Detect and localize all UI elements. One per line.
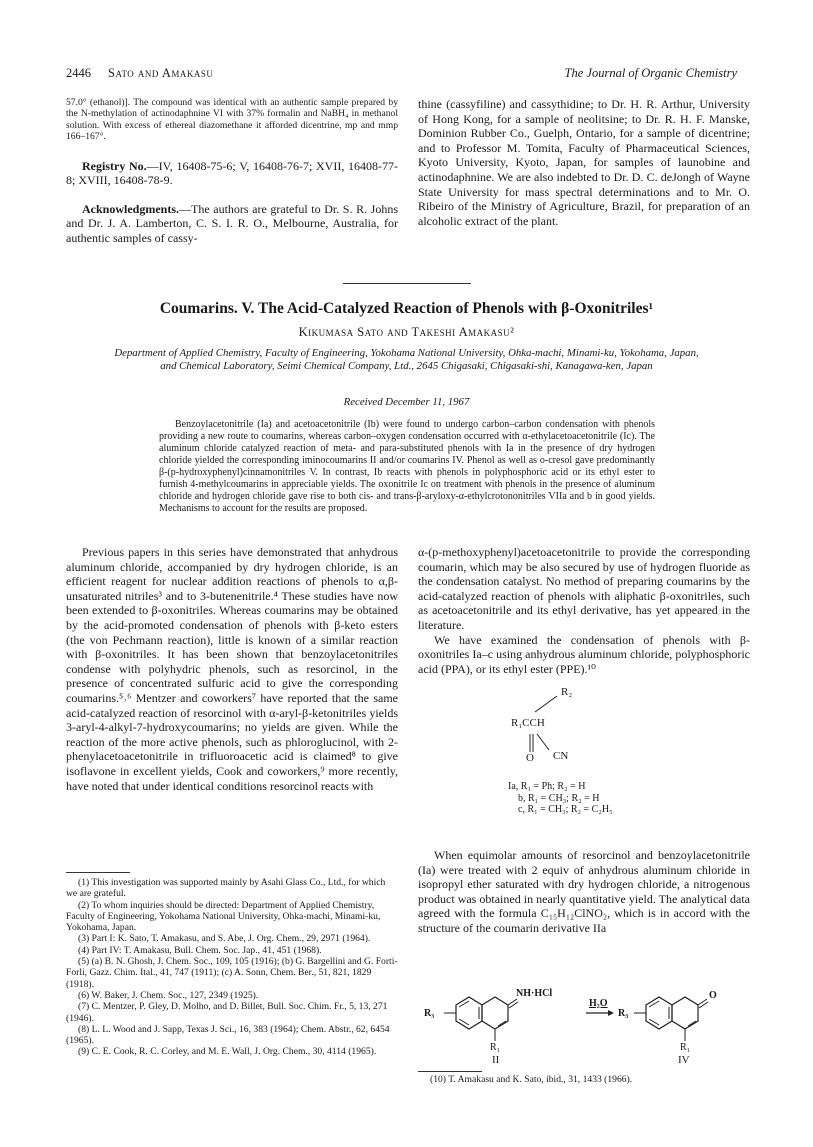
journal-name: The Journal of Organic Chemistry	[564, 66, 737, 80]
carbonyl-oxygen-label: O	[709, 990, 717, 1001]
ack-text: —The authors are grateful to Dr. S. R. Johns and Dr. J. A. Lamberton, C. S. I. R. O., Melbourne, Australia, for authentic samples of cassy-	[66, 201, 398, 245]
r3-label-II: R₃	[424, 1008, 435, 1019]
footnote: (7) C. Mentzer, P. Gley, D. Molho, and D. Billet, Bull. Soc. Chim. Fr., 5, 13, 271 (1946).	[66, 1001, 388, 1024]
body-right-paragraph-3: When equimolar amounts of resorcinol and benzoylacetonitrile (Ia) were treated with 2 equiv of anhydrous aluminum chloride in isopropyl ether saturated with dry hydrogen chloride, a nitrogenous product was obtained in nearly quantitative yield. The analytical data agreed with the formula C₁₅H₁₂ClNO₂, which is in accord with the structure of the coumarin derivative IIa	[418, 848, 750, 935]
intro-paragraph: Previous papers in this series have demonstrated that anhydrous aluminum chloride, accompanied by dry hydrogen chloride, is an efficient reagent for nuclear addition reactions of phenols to α,β-unsaturated nitriles³ and to 3-butenenitrile.⁴ These studies have now been extended to β-oxonitriles. Whereas coumarins may be obtained by the acid-promoted condensation of phenols with β-keto esters (the von Pechmann reaction), little is known of a similar reaction with β-oxonitriles. It has been shown that benzoylacetonitriles condense with polyhydric phenols, such as resorcinol, in the presence of concentrated sulfuric acid to give the corresponding coumarins.⁵˒⁶ Mentzer and coworkers⁷ have reported that the same acid-catalyzed reaction of resorcinol with α-aryl-β-ketonitriles yields 3-aryl-4-alkyl-7-hydroxycoumarins; no yields are given. While the reaction of the more active phenols, such as phloroglucinol, with 2-phenylacetoacetonitrile in trifluoroacetic acid is claimed⁸ to give isoflavone in excellent yields, Cook and coworkers,⁹ more recently, have noted that under identical conditions resorcinol reacts with	[66, 545, 398, 793]
r2-label: R₂	[561, 686, 573, 698]
article-title: Coumarins. V. The Acid-Catalyzed Reaction of Phenols with β-Oxonitriles¹	[159, 300, 654, 317]
structure-I	[418, 686, 750, 836]
structure-key-a: Ia, R₁ = Ph; R₂ = H	[508, 781, 586, 792]
oxygen-label: O	[526, 752, 534, 764]
prev-article-experimental-end: 57.0° (ethanol)]. The compound was identical with an authentic sample prepared by the N-methylation of actinodaphnine VI with 37% formalin and NaBH₄ in methanol solution. With excess of ethereal diazomethane it afforded dicentrine, mp and mmp 166–167°.	[66, 97, 398, 143]
acknowledgments	[66, 202, 398, 246]
body-right-paragraph-1: α-(p-methoxyphenyl)acetoacetonitrile to provide the corresponding coumarin, which may be also secured by use of hydrogen fluoride as the condensation catalyst. No method of preparing coumarins by the acid-catalyzed reaction of phenols with aliphatic β-oxonitriles, such as acetoacetonitrile and its ethyl derivative, has yet appeared in the literature.	[418, 545, 750, 632]
structure-key-c: c, R₁ = CH₃; R₂ = C₂H₅	[518, 804, 613, 815]
reaction-scheme-bonds	[418, 975, 750, 1065]
reagent-label: H₂O	[589, 998, 608, 1009]
footnote: (1) This investigation was supported mainly by Asahi Glass Co., Ltd., for which we are grateful.	[66, 877, 386, 900]
footnote-rule	[66, 872, 130, 873]
footnote: (6) W. Baker, J. Chem. Soc., 127, 2349 (1925).	[78, 989, 259, 1001]
footnotes-left	[66, 877, 398, 1058]
body-right-lower	[418, 848, 750, 936]
registry-numbers	[66, 159, 398, 188]
footnote: (9) C. E. Cook, R. C. Corley, and M. E. Wall, J. Org. Chem., 30, 4114 (1965).	[78, 1046, 377, 1058]
footnote: (2) To whom inquiries should be directed: Department of Applied Chemistry, Faculty of Engineering, Yokohama National University, Ohka-machi, Minami-ku, Yokohama, Japan.	[66, 899, 381, 934]
structure-I-key	[508, 781, 613, 816]
nh-hcl-label: NH·HCl	[516, 988, 553, 999]
article-authors: Kikumasa Sato and Takeshi Amakasu²	[298, 325, 515, 339]
article-separator	[343, 283, 471, 284]
r1-label-II: R₁	[490, 1042, 501, 1053]
structure-I-bonds	[418, 686, 750, 766]
structure-key-b: b, R₁ = CH₃; R₂ = H	[518, 792, 600, 804]
ack-label: Acknowledgments.	[82, 201, 180, 216]
footnote-rule-right	[418, 1071, 482, 1072]
acknowledgments-continued: thine (cassyfiline) and cassythidine; to Dr. H. R. Arthur, University of Hong Kong, for a sample of neolitsine; to Dr. R. H. F. Manske, Dominion Rubber Co., Guelph, Ontario, for a sample of dicentrine; and to Professor M. Tomita, Faculty of Pharmaceutical Sciences, Kyoto University, Kyoto, Japan, for samples of launobine and actinodaphnine. We are also indebted to Dr. D. C. deJongh of Wayne State University for mass spectral determinations and to Mr. O. Ribeiro of the Ministry of Agriculture, Brazil, for preparation of an alcoholic extract of the plant.	[418, 97, 750, 228]
r3-label-IV: R₃	[618, 1008, 629, 1019]
footnote: (5) (a) B. N. Ghosh, J. Chem. Soc., 109, 105 (1916); (b) G. Bargellini and G. Forti-Forli, Gazz. Chim. Ital., 41, 747 (1911); (c) A. Sonn, Chem. Ber., 51, 821, 1829 (1918).	[66, 956, 398, 990]
body-right-column	[418, 545, 750, 676]
body-right-paragraph-2: We have examined the condensation of phenols with β-oxonitriles Ia–c using anhydrous aluminum chloride, polyphosphoric acid (PPA), or its ethyl ester (PPE).¹⁰	[418, 632, 750, 676]
footnote: (4) Part IV: T. Amakasu, Bull. Chem. Soc. Jap., 41, 451 (1968).	[78, 944, 322, 956]
footnote: (8) L. L. Wood and J. Sapp, Texas J. Sci., 16, 383 (1964); Chem. Abstr., 62, 6454 (1965).	[66, 1023, 390, 1047]
page-number: 2446	[66, 66, 91, 80]
compound-IV-label: IV	[678, 1054, 690, 1066]
running-authors: Sato and Amakasu	[108, 66, 214, 80]
r1cch-label: R₁CCH	[511, 717, 545, 729]
cn-label: CN	[553, 750, 569, 762]
footnote-10: (10) T. Amakasu and K. Sato, ibid., 31, 1433 (1966).	[430, 1074, 633, 1085]
compound-II-label: II	[492, 1054, 500, 1066]
registry-text: —IV, 16408-75-6; V, 16408-76-7; XVII, 16408-77-8; XVIII, 16408-78-9.	[66, 158, 398, 188]
footnote: (3) Part I: K. Sato, T. Amakasu, and S. Abe, J. Org. Chem., 29, 2971 (1964).	[78, 933, 371, 945]
article-abstract: Benzoylacetonitrile (Ia) and acetoacetonitrile (Ib) were found to undergo carbon–carbon condensation with phenols providing a new route to coumarins, whereas carbon–oxygen condensation occurred with α-ethylacetoacetonitrile (Ic). The aluminum chloride catalyzed reaction of meta- and para-substituted phenols with Ia in the presence of dry hydrogen chloride yielded the corresponding iminocoumarins II and/or coumarins IV. Phenol as well as o-cresol gave predominantly β-(p-hydroxyphenyl)cinnamonitriles V. In contrast, Ib reacts with phenols in polyphosphoric acid or its ethyl ester to furnish 4-methylcoumarins in appreciable yields. The oxonitrile Ic on treatment with phenols in the presence of aluminum chloride and hydrogen chloride gave rise to both cis- and trans-β-aryloxy-α-ethylcrotononitriles VIIa and b in good yields. Mechanisms to account for the results are proposed.	[159, 419, 655, 514]
body-left-column	[66, 545, 398, 793]
r1-label-IV: R₁	[680, 1042, 691, 1053]
reaction-scheme	[418, 975, 750, 1065]
article-affiliation: Department of Applied Chemistry, Faculty of Engineering, Yokohama National University, Ohka-machi, Minami-ku, Yokohama, Japan, and Chemical Laboratory, Seimi Chemical Company, Ltd., 2645 Chigasaki, Chigasaki-shi, Kanagawa-ken, Japan	[114, 347, 699, 372]
registry-label: Registry No.	[82, 158, 147, 173]
received-date: Received December 11, 1967	[343, 396, 470, 408]
prev-article-left-column	[66, 97, 398, 246]
prev-article-right-column	[418, 97, 750, 228]
